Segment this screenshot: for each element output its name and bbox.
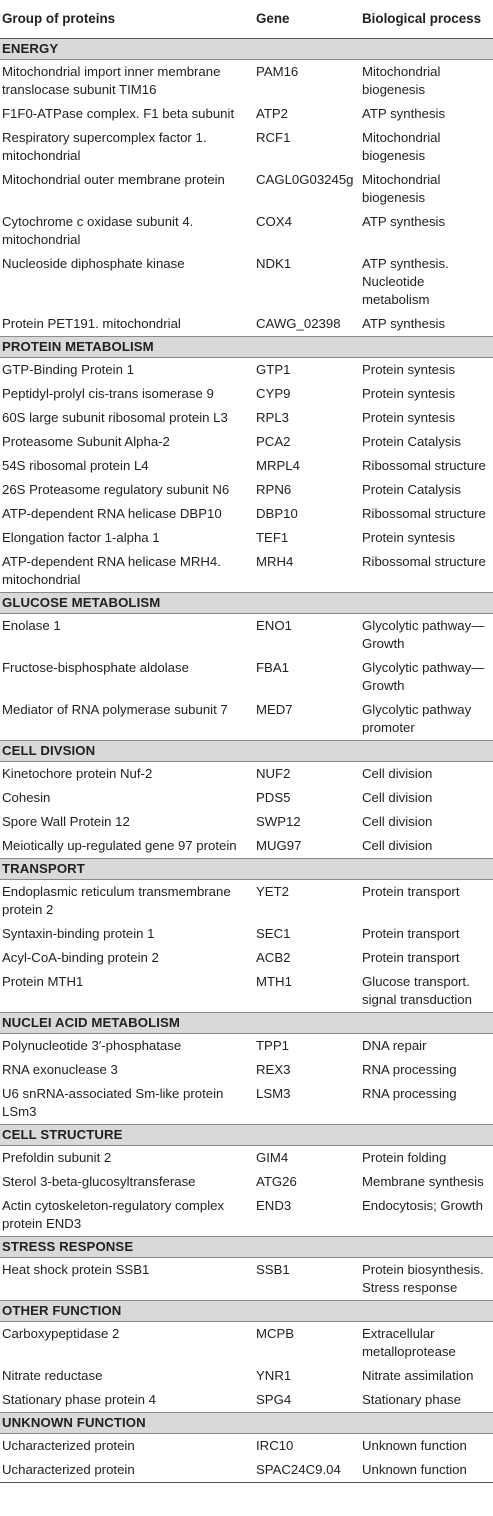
group-header-row [0,337,493,358]
gene-cell: TPP1 [256,1038,289,1053]
biological-process-cell: Cell division [362,766,433,781]
biological-process-cell: Mitochondrial biogenesis [362,172,441,205]
table-row [0,406,493,430]
gene-cell: CYP9 [256,386,291,401]
table-row [0,1170,493,1194]
protein-name-cell: Cohesin [2,790,51,805]
gene-cell: YNR1 [256,1368,292,1383]
protein-name-cell: Enolase 1 [2,618,61,633]
table-row [0,1058,493,1082]
protein-name-cell: Protein PET191. mitochondrial [2,316,181,331]
protein-name-cell: 60S large subunit ribosomal protein L3 [2,410,228,425]
biological-process-cell: Cell division [362,790,433,805]
biological-process-cell: Glycolytic pathway promoter [362,702,472,735]
protein-name-cell: Prefoldin subunit 2 [2,1150,112,1165]
table-row [0,502,493,526]
biological-process-cell: Cell division [362,814,433,829]
gene-cell: RCF1 [256,130,291,145]
table-row [0,526,493,550]
protein-name-cell: Mitochondrial outer membrane protein [2,172,225,187]
gene-cell: MTH1 [256,974,292,989]
table-row [0,210,493,252]
table-row [0,454,493,478]
table-row [0,810,493,834]
biological-process-cell: Protein Catalysis [362,434,461,449]
gene-cell: COX4 [256,214,292,229]
table-row [0,1322,493,1365]
table-row [0,762,493,787]
gene-cell: MRPL4 [256,458,300,473]
biological-process-cell: Membrane synthesis [362,1174,484,1189]
table-body [0,39,493,1483]
biological-process-cell: Extracellular metalloprotease [362,1326,456,1359]
table-row [0,430,493,454]
group-title: CELL DIVSION [0,741,493,762]
protein-name-cell: Mediator of RNA polymerase subunit 7 [2,702,228,717]
protein-name-cell: Proteasome Subunit Alpha-2 [2,434,170,449]
protein-name-cell: Spore Wall Protein 12 [2,814,130,829]
header-gene: Gene [250,0,358,39]
gene-cell: END3 [256,1198,292,1213]
table-row [0,168,493,210]
gene-cell: PCA2 [256,434,291,449]
biological-process-cell: Protein transport [362,950,460,965]
biological-process-cell: Ribossomal structure [362,506,486,521]
biological-process-cell: Protein Catalysis [362,482,461,497]
header-group-of-proteins: Group of proteins [0,0,250,39]
gene-cell: ENO1 [256,618,292,633]
biological-process-cell: Mitochondrial biogenesis [362,64,441,97]
biological-process-cell: Glucose transport. signal transduction [362,974,472,1007]
table-row [0,382,493,406]
table-row [0,656,493,698]
gene-cell: SPAC24C9.04 [250,1458,358,1483]
biological-process-cell: Cell division [362,838,433,853]
gene-cell: FBA1 [256,660,289,675]
biological-process-cell: Glycolytic pathway—Growth [362,660,485,693]
table-row [0,1146,493,1171]
gene-cell: TEF1 [256,530,289,545]
gene-cell: RPL3 [256,410,289,425]
protein-name-cell: F1F0-ATPase complex. F1 beta subunit [2,106,235,121]
protein-name-cell: U6 snRNA-associated Sm-like protein LSm3 [2,1086,224,1119]
biological-process-cell: Protein folding [362,1150,447,1165]
table-row [0,126,493,168]
gene-cell: MRH4 [256,554,294,569]
gene-cell: ACB2 [256,950,291,965]
header-biological-process: Biological process [358,0,493,39]
table-row [0,614,493,657]
biological-process-cell: Protein syntesis [362,530,456,545]
protein-name-cell: Ucharacterized protein [2,1438,135,1453]
protein-name-cell: 54S ribosomal protein L4 [2,458,149,473]
biological-process-cell: Protein transport [362,926,460,941]
biological-process-cell: Mitochondrial biogenesis [362,130,441,163]
group-header-row [0,1237,493,1258]
table-row [0,1364,493,1388]
group-header-row [0,859,493,880]
biological-process-cell: Unknown function [358,1458,493,1483]
table-row [0,922,493,946]
protein-name-cell: Carboxypeptidase 2 [2,1326,120,1341]
biological-process-cell: Glycolytic pathway—Growth [362,618,485,651]
group-header-row [0,39,493,60]
protein-name-cell: Nucleoside diphosphate kinase [2,256,185,271]
protein-name-cell: Cytochrome c oxidase subunit 4. mitochondrial [2,214,194,247]
protein-name-cell: Respiratory supercomplex factor 1. mitochondrial [2,130,207,163]
group-title: UNKNOWN FUNCTION [0,1413,493,1434]
biological-process-cell: Nitrate assimilation [362,1368,474,1383]
biological-process-cell: RNA processing [362,1086,457,1101]
gene-cell: CAWG_02398 [256,316,341,331]
protein-name-cell: Nitrate reductase [2,1368,103,1383]
gene-cell: YET2 [256,884,289,899]
table-row [0,698,493,741]
biological-process-cell: Protein syntesis [362,410,456,425]
group-title: PROTEIN METABOLISM [0,337,493,358]
biological-process-cell: ATP synthesis [362,106,446,121]
gene-cell: LSM3 [256,1086,291,1101]
protein-name-cell: 26S Proteasome regulatory subunit N6 [2,482,230,497]
table-row [0,312,493,337]
biological-process-cell: Stationary phase [362,1392,461,1407]
group-title: OTHER FUNCTION [0,1301,493,1322]
protein-name-cell: Endoplasmic reticulum transmembrane protein 2 [2,884,231,917]
gene-cell: RPN6 [256,482,292,497]
gene-cell: PAM16 [256,64,299,79]
group-header-row [0,1013,493,1034]
table-row [0,1388,493,1413]
gene-cell: DBP10 [256,506,298,521]
group-title: GLUCOSE METABOLISM [0,593,493,614]
table-row [0,60,493,103]
biological-process-cell: Unknown function [362,1438,467,1453]
biological-process-cell: Protein biosynthesis. Stress response [362,1262,484,1295]
protein-name-cell: Polynucleotide 3′-phosphatase [2,1038,182,1053]
protein-name-cell: Actin cytoskeleton-regulatory complex protein END3 [2,1198,225,1231]
gene-cell: MUG97 [256,838,302,853]
gene-cell: CAGL0G03245g [256,172,354,187]
group-title: ENERGY [0,39,493,60]
protein-name-cell: Elongation factor 1-alpha 1 [2,530,160,545]
group-header-row [0,1125,493,1146]
protein-name-cell: Protein MTH1 [2,974,84,989]
biological-process-cell: DNA repair [362,1038,427,1053]
table-row [0,252,493,312]
protein-name-cell: Sterol 3-beta-glucosyltransferase [2,1174,196,1189]
table-row [0,786,493,810]
group-header-row [0,593,493,614]
gene-cell: REX3 [256,1062,291,1077]
protein-name-cell: ATP-dependent RNA helicase MRH4. mitochondrial [2,554,221,587]
protein-name-cell: Kinetochore protein Nuf-2 [2,766,153,781]
biological-process-cell: ATP synthesis [362,316,446,331]
gene-cell: IRC10 [256,1438,294,1453]
biological-process-cell: Protein syntesis [362,362,456,377]
group-header-row [0,1301,493,1322]
table-row [0,1082,493,1125]
protein-name-cell: Syntaxin-binding protein 1 [2,926,155,941]
biological-process-cell: RNA processing [362,1062,457,1077]
group-header-row [0,741,493,762]
gene-cell: GTP1 [256,362,291,377]
protein-name-cell: Stationary phase protein 4 [2,1392,156,1407]
protein-name-cell: RNA exonuclease 3 [2,1062,118,1077]
group-title: NUCLEI ACID METABOLISM [0,1013,493,1034]
biological-process-cell: ATP synthesis [362,214,446,229]
table-row [0,1194,493,1237]
table-row [0,102,493,126]
gene-cell: SWP12 [256,814,301,829]
table-header [0,0,493,39]
group-header-row [0,1413,493,1434]
protein-name-cell: Peptidyl-prolyl cis-trans isomerase 9 [2,386,214,401]
table-row [0,1434,493,1459]
gene-cell: NDK1 [256,256,292,271]
protein-name-cell: GTP-Binding Protein 1 [2,362,134,377]
gene-cell: MCPB [256,1326,295,1341]
group-title: TRANSPORT [0,859,493,880]
table-row [0,834,493,859]
gene-cell: NUF2 [256,766,291,781]
table-row [0,1458,493,1483]
table-row [0,550,493,593]
protein-name-cell: Fructose-bisphosphate aldolase [2,660,189,675]
table-row [0,880,493,923]
gene-cell: ATG26 [256,1174,297,1189]
biological-process-cell: Protein transport [362,884,460,899]
gene-cell: MED7 [256,702,293,717]
biological-process-cell: Ribossomal structure [362,554,486,569]
gene-cell: PDS5 [256,790,291,805]
table-row [0,970,493,1013]
protein-name-cell: Meiotically up-regulated gene 97 protein [2,838,237,853]
gene-cell: GIM4 [256,1150,289,1165]
biological-process-cell: ATP synthesis. Nucleotide metabolism [362,256,449,307]
protein-name-cell: Mitochondrial import inner membrane translocase subunit TIM16 [2,64,221,97]
table-row [0,1034,493,1059]
table-row [0,358,493,383]
table-row [0,478,493,502]
gene-cell: SEC1 [256,926,291,941]
protein-name-cell: Ucharacterized protein [0,1458,250,1483]
gene-cell: SPG4 [256,1392,292,1407]
table-row [0,1258,493,1301]
biological-process-cell: Protein syntesis [362,386,456,401]
biological-process-cell: Endocytosis; Growth [362,1198,483,1213]
group-title: CELL STRUCTURE [0,1125,493,1146]
protein-name-cell: Heat shock protein SSB1 [2,1262,150,1277]
gene-cell: SSB1 [256,1262,290,1277]
biological-process-cell: Ribossomal structure [362,458,486,473]
protein-name-cell: ATP-dependent RNA helicase DBP10 [2,506,222,521]
table-row [0,946,493,970]
protein-name-cell: Acyl-CoA-binding protein 2 [2,950,159,965]
header-row [0,0,493,39]
gene-cell: ATP2 [256,106,289,121]
group-title: STRESS RESPONSE [0,1237,493,1258]
